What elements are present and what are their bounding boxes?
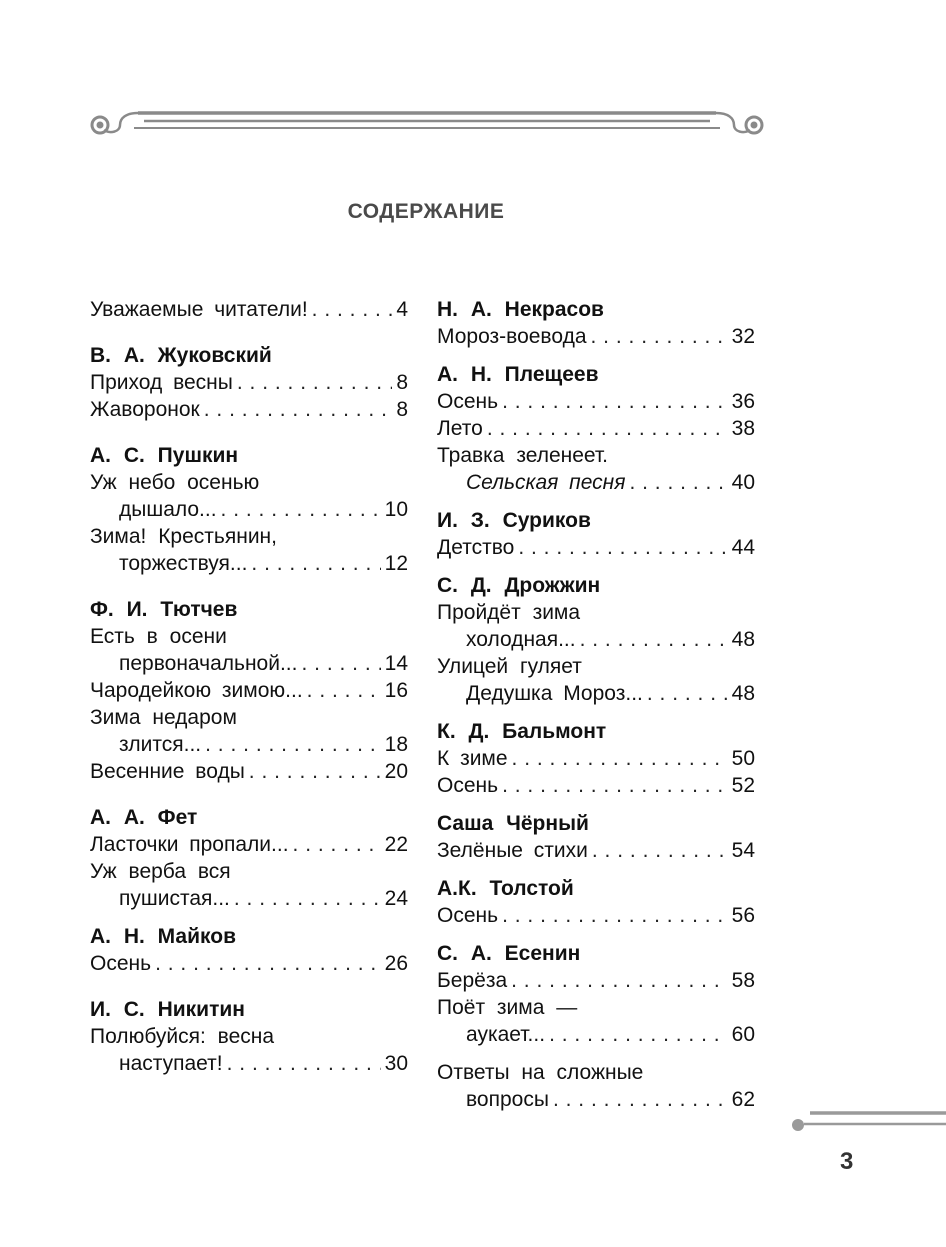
entry-title-line: Полюбуйся: весна xyxy=(90,1025,275,1048)
author-heading: С. Д. Дрожжин xyxy=(437,574,601,597)
toc-entry: Ласточки пропали... . . . 22 xyxy=(90,831,408,858)
author-heading: Ф. И. Тютчев xyxy=(90,598,238,621)
author-heading: Саша Чёрный xyxy=(437,812,589,835)
author-heading: Н. А. Некрасов xyxy=(437,298,604,321)
toc-entry: Мороз-воевода . . . 32 xyxy=(437,323,755,350)
toc-entry: Сельская песня . . . 40 xyxy=(437,469,755,496)
toc-entry: Детство . . . 44 xyxy=(437,534,755,561)
author-heading: И. З. Суриков xyxy=(437,509,591,532)
toc-entry: холодная... . . . 48 xyxy=(437,626,755,653)
author-heading: А. Н. Плещеев xyxy=(437,363,599,386)
toc-entry xyxy=(90,296,408,323)
author-heading: А. Н. Майков xyxy=(90,925,236,948)
toc-entry: Чародейкою зимою... . . . 16 xyxy=(90,677,408,704)
toc-entry: дышало... . . . 10 xyxy=(90,496,408,523)
toc-entry: торжествуя... . . . 12 xyxy=(90,550,408,577)
entry-title-line: Ответы на сложные xyxy=(437,1061,644,1084)
entry-title-line: Поёт зима — xyxy=(437,996,578,1019)
entry-title-line: Зима! Крестьянин, xyxy=(90,525,277,548)
footer-ornament xyxy=(788,1108,946,1138)
toc-entry: Дедушка Мороз... . . . 48 xyxy=(437,680,755,707)
entry-title: Уважаемые читатели! xyxy=(90,298,308,321)
toc-entry: Осень . . . 36 xyxy=(437,388,755,415)
page-title: СОДЕРЖАНИЕ xyxy=(347,200,505,223)
toc-entry: Осень . . . 56 xyxy=(437,902,755,929)
author-heading: А. А. Фет xyxy=(90,806,198,829)
author-heading: К. Д. Бальмонт xyxy=(437,720,607,743)
toc-entry: Осень . . . 26 xyxy=(90,950,408,977)
toc-entry: Осень . . . 52 xyxy=(437,772,755,799)
entry-title-line: Зима недаром xyxy=(90,706,237,729)
toc-entry: пушистая... . . . 24 xyxy=(90,885,408,912)
toc-entry: Лето . . . 38 xyxy=(437,415,755,442)
toc-entry: аукает... . . . 60 xyxy=(437,1021,755,1048)
entry-title-line: Уж небо осенью xyxy=(90,471,260,494)
entry-title-line: Улицей гуляет xyxy=(437,655,582,678)
toc-entry: Весенние воды . . . 20 xyxy=(90,758,408,785)
author-heading: А.К. Толстой xyxy=(437,877,574,900)
toc-entry: наступает! . . . 30 xyxy=(90,1050,408,1077)
toc-entry: злится... . . . 18 xyxy=(90,731,408,758)
entry-title-line: Уж верба вся xyxy=(90,860,231,883)
author-heading: С. А. Есенин xyxy=(437,942,581,965)
entry-title-line: Есть в осени xyxy=(90,625,227,648)
toc-entry: Приход весны . . . 8 xyxy=(90,369,408,396)
toc-entry: Зелёные стихи . . . 54 xyxy=(437,837,755,864)
author-heading: А. С. Пушкин xyxy=(90,444,239,467)
entry-title-line: Травка зеленеет. xyxy=(437,444,609,467)
entry-title-line: Пройдёт зима xyxy=(437,601,581,624)
toc-entry: вопросы . . . 62 xyxy=(437,1086,755,1113)
toc-entry: Берёза . . . 58 xyxy=(437,967,755,994)
header-ornament xyxy=(86,108,768,142)
author-heading: В. А. Жуковский xyxy=(90,344,272,367)
toc-left-column xyxy=(90,296,408,1077)
toc-entry: К зиме . . . 50 xyxy=(437,745,755,772)
toc-entry: Жаворонок . . . 8 xyxy=(90,396,408,423)
toc-entry: первоначальной... . . . 14 xyxy=(90,650,408,677)
entry-page: 4 xyxy=(396,298,408,321)
author-heading: И. С. Никитин xyxy=(90,998,245,1021)
toc-right-column xyxy=(437,296,755,1113)
page-number: 3 xyxy=(840,1148,854,1175)
